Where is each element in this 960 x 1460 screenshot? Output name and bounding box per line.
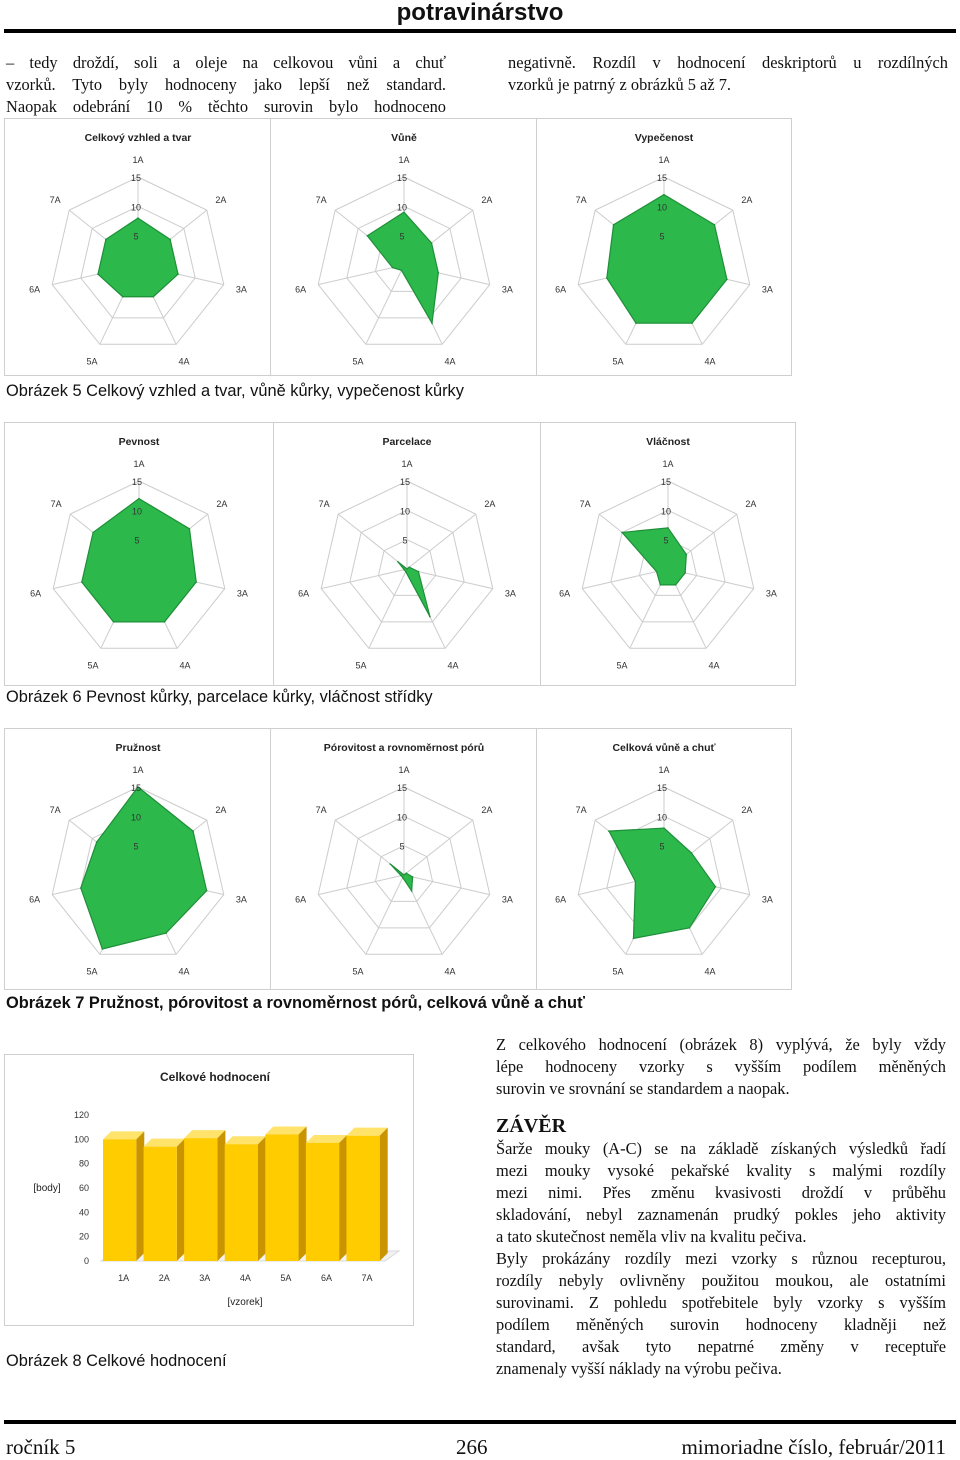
data-point xyxy=(80,887,82,889)
data-point xyxy=(635,322,637,324)
tick-label: 15 xyxy=(396,783,408,793)
axis-label: 6A xyxy=(555,284,567,295)
para1-line-2: lépe hodnoceny vzorky s vyšším podílem měněných xyxy=(496,1057,946,1076)
tick-label: 10 xyxy=(656,202,668,213)
figure-5-caption: Obrázek 5 Celkový vzhled a tvar, vůně kůrky, vypečenost kůrky xyxy=(6,382,464,400)
axis-label: 2A xyxy=(481,804,493,815)
para2-line-1: Šarže mouky (A-C) se na základě získaných výsledků řadí xyxy=(496,1139,946,1158)
para2-line-4: skladování, nebyl zaznamenán prudký pokles jeho aktivity xyxy=(496,1205,946,1224)
data-point xyxy=(165,932,167,934)
tick-label: 15 xyxy=(399,477,411,487)
bar xyxy=(306,1143,339,1261)
data-point xyxy=(403,874,405,876)
para1-line-3: surovin ve srovnání se standardem a naopak. xyxy=(496,1079,790,1098)
data-area xyxy=(82,499,196,622)
data-point xyxy=(412,876,414,878)
y-axis-label: [body] xyxy=(33,1183,61,1194)
tick-label: 10 xyxy=(660,506,672,517)
data-point xyxy=(714,224,716,226)
data-point xyxy=(418,571,420,573)
para2-line-2: mezi mouky vysoké pekařské kvality s malými rozdíly xyxy=(496,1161,946,1180)
tick-label: 15 xyxy=(131,477,143,487)
data-point xyxy=(164,621,166,623)
chart-title: Parcelace xyxy=(382,436,432,448)
data-point xyxy=(389,863,391,865)
para3-line-2: rozdíly nebyly ovlivněny použitou moukou, ale ostatními xyxy=(496,1271,946,1290)
journal-title: potravinárstvo xyxy=(396,0,564,26)
tick-label: 10 xyxy=(399,506,411,517)
radar-chart-vlacnost xyxy=(540,422,796,686)
data-point xyxy=(92,532,94,534)
bar-chart-celkove-hodnoceni xyxy=(4,1054,414,1326)
data-point xyxy=(367,235,369,237)
data-point xyxy=(406,568,408,570)
axis-label: 5A xyxy=(87,660,99,671)
tick-label: 5 xyxy=(663,535,669,546)
bar-side xyxy=(177,1139,185,1261)
data-area xyxy=(367,212,438,323)
axis-label: 5A xyxy=(352,966,364,977)
para3-line-5: standard, avšak tyto nepatrné změny v receptuře xyxy=(496,1337,946,1356)
bar xyxy=(184,1138,217,1261)
data-point xyxy=(405,872,407,874)
intro-left-line-1: – tedy droždí, soli a oleje na celkovou vůni a chuť xyxy=(6,53,446,72)
axis-label: 7A xyxy=(49,194,61,205)
footer-rule xyxy=(4,1420,956,1424)
tick-label: 10 xyxy=(131,506,143,517)
axis-label: 7A xyxy=(50,498,62,509)
data-point xyxy=(438,272,440,274)
data-point xyxy=(392,267,394,269)
axis-label: 2A xyxy=(741,804,753,815)
y-tick-label: 40 xyxy=(78,1207,89,1218)
chart-title: Pružnost xyxy=(115,742,161,754)
radar-chart-celkovy-vzhled xyxy=(4,118,272,376)
axis-label: 6A xyxy=(559,588,571,599)
axis-label: 4A xyxy=(704,966,716,977)
grid-spoke xyxy=(318,875,404,895)
data-point xyxy=(686,554,688,556)
data-point xyxy=(122,296,124,298)
data-point xyxy=(689,927,691,929)
data-point xyxy=(102,948,104,950)
axis-label: 1A xyxy=(132,765,144,775)
data-point xyxy=(667,527,669,529)
data-area xyxy=(98,218,178,297)
tick-label: 10 xyxy=(130,812,142,823)
axis-label: 4A xyxy=(704,356,716,367)
data-point xyxy=(660,584,662,586)
axis-label: 3A xyxy=(235,284,247,295)
axis-label: 6A xyxy=(29,284,41,295)
x-axis-label: [vzorek] xyxy=(227,1297,263,1308)
bar xyxy=(144,1147,177,1261)
intro-right-line-2: vzorků je patrný z obrázků 5 až 7. xyxy=(508,75,732,94)
data-point xyxy=(411,890,413,892)
data-point xyxy=(195,581,197,583)
axis-label: 3A xyxy=(236,588,248,599)
tick-label: 10 xyxy=(396,202,408,213)
tick-label: 5 xyxy=(133,231,139,242)
axis-label: 6A xyxy=(298,588,310,599)
axis-label: 2A xyxy=(215,194,227,205)
axis-label: 1A xyxy=(662,459,674,469)
axis-label: 2A xyxy=(741,194,753,205)
axis-label: 6A xyxy=(555,894,567,905)
data-point xyxy=(397,561,399,563)
axis-label: 1A xyxy=(133,459,145,469)
intro-left-line-3: Naopak odebrání 10 % těchto surovin bylo hodnoceno xyxy=(6,97,446,116)
axis-label: 5A xyxy=(616,660,628,671)
axis-label: 5A xyxy=(355,660,367,671)
axis-label: 3A xyxy=(501,894,513,905)
data-area xyxy=(607,195,727,324)
axis-label: 4A xyxy=(444,966,456,977)
data-point xyxy=(663,827,665,829)
chart-title: Celková vůně a chuť xyxy=(612,742,716,754)
axis-label: 4A xyxy=(444,356,456,367)
axis-label: 5A xyxy=(86,966,98,977)
chart-title: Vypečenost xyxy=(634,132,694,144)
tick-label: 5 xyxy=(402,535,408,546)
radar-chart-parcelace xyxy=(273,422,541,686)
radar-chart-vypecenost xyxy=(536,118,792,376)
axis-label: 3A xyxy=(501,284,513,295)
axis-label: 4A xyxy=(447,660,459,671)
axis-label: 1A xyxy=(401,459,413,469)
axis-label: 2A xyxy=(216,498,228,509)
axis-label: 7A xyxy=(575,194,587,205)
para1-line-1: Z celkového hodnocení (obrázek 8) vyplývá, že byly vždy xyxy=(496,1035,946,1054)
header-rule xyxy=(4,29,956,33)
bar-side xyxy=(339,1135,347,1261)
y-tick-label: 60 xyxy=(78,1183,89,1193)
bar xyxy=(265,1134,298,1261)
footer-issue: mimoriadne číslo, február/2011 xyxy=(681,1435,946,1459)
tick-label: 5 xyxy=(133,841,139,852)
axis-label: 1A xyxy=(658,765,670,775)
data-point xyxy=(401,269,403,271)
data-point xyxy=(400,875,402,877)
tick-label: 10 xyxy=(396,812,408,823)
data-point xyxy=(431,242,433,244)
axis-label: 3A xyxy=(504,588,516,599)
data-point xyxy=(715,886,717,888)
grid-spoke xyxy=(369,569,407,648)
tick-label: 5 xyxy=(399,841,405,852)
x-tick-label: 2A xyxy=(158,1273,170,1283)
axis-label: 6A xyxy=(295,894,307,905)
axis-label: 5A xyxy=(612,966,624,977)
y-tick-label: 20 xyxy=(78,1231,89,1242)
tick-label: 15 xyxy=(656,173,668,183)
bar xyxy=(346,1136,379,1261)
data-point xyxy=(177,273,179,275)
tick-label: 10 xyxy=(656,812,668,823)
data-point xyxy=(635,881,637,883)
tick-label: 15 xyxy=(660,477,672,487)
data-point xyxy=(431,322,433,324)
axis-label: 7A xyxy=(579,498,591,509)
intro-left-column xyxy=(6,52,446,118)
grid-spoke xyxy=(318,265,404,285)
radar-chart-vune xyxy=(270,118,538,376)
data-point xyxy=(113,621,115,623)
data-point xyxy=(633,938,635,940)
intro-right-column xyxy=(508,52,948,96)
data-point xyxy=(152,296,154,298)
intro-right-line-1: negativně. Rozdíl v hodnocení deskriptorů u rozdílných xyxy=(508,53,948,72)
para2-line-5: a tato skutečnost neměla vliv na kvalitu pečiva. xyxy=(496,1227,807,1246)
bar-side xyxy=(217,1130,225,1261)
axis-label: 4A xyxy=(708,660,720,671)
axis-label: 7A xyxy=(315,804,327,815)
data-point xyxy=(608,830,610,832)
axis-label: 4A xyxy=(178,356,190,367)
y-tick-label: 120 xyxy=(73,1110,89,1120)
tick-label: 15 xyxy=(396,173,408,183)
axis-label: 5A xyxy=(352,356,364,367)
bar xyxy=(225,1144,258,1261)
axis-label: 1A xyxy=(398,155,410,165)
para2-line-3: mezi nimi. Přes změnu kvasivosti droždí v průběhu xyxy=(496,1183,946,1202)
data-area xyxy=(622,528,686,585)
data-point xyxy=(403,569,405,571)
axis-label: 6A xyxy=(295,284,307,295)
grid-spoke xyxy=(407,514,476,569)
y-tick-label: 80 xyxy=(78,1158,89,1169)
x-tick-label: 4A xyxy=(239,1273,251,1283)
chart-title: Celkové hodnocení xyxy=(159,1070,271,1084)
data-point xyxy=(613,224,615,226)
data-point xyxy=(169,239,171,241)
chart-title: Pevnost xyxy=(118,436,160,448)
x-tick-label: 5A xyxy=(280,1273,292,1283)
axis-label: 5A xyxy=(612,356,624,367)
tick-label: 5 xyxy=(399,231,405,242)
data-point xyxy=(97,273,99,275)
axis-label: 1A xyxy=(132,155,144,165)
axis-label: 5A xyxy=(86,356,98,367)
axis-label: 7A xyxy=(318,498,330,509)
para3-line-6: znamenaly vyšší náklady na výrobu pečiva. xyxy=(496,1359,782,1378)
axis-label: 6A xyxy=(29,894,41,905)
axis-label: 3A xyxy=(235,894,247,905)
data-point xyxy=(192,830,194,832)
figure-8-caption: Obrázek 8 Celkové hodnocení xyxy=(6,1352,227,1370)
section-heading-zaver: ZÁVĚR xyxy=(496,1115,567,1137)
data-point xyxy=(726,279,728,281)
data-point xyxy=(656,571,658,573)
grid-spoke xyxy=(404,875,490,895)
grid-spoke xyxy=(338,514,407,569)
y-tick-label: 0 xyxy=(83,1256,89,1266)
x-tick-label: 6A xyxy=(320,1273,332,1283)
axis-label: 7A xyxy=(49,804,61,815)
y-tick-label: 100 xyxy=(73,1134,89,1145)
para3-line-4: podílem měněných surovin hodnoceny kladněji než xyxy=(496,1315,946,1334)
data-point xyxy=(137,217,139,219)
axis-label: 1A xyxy=(658,155,670,165)
axis-label: 2A xyxy=(484,498,496,509)
axis-label: 6A xyxy=(30,588,42,599)
data-point xyxy=(606,277,608,279)
data-point xyxy=(96,841,98,843)
data-point xyxy=(663,194,665,196)
axis-label: 7A xyxy=(315,194,327,205)
right-column xyxy=(496,1034,946,1380)
x-tick-label: 7A xyxy=(361,1273,373,1283)
grid-spoke xyxy=(582,569,668,589)
data-point xyxy=(138,498,140,500)
chart-title: Celkový vzhled a tvar xyxy=(84,132,192,144)
axis-label: 3A xyxy=(761,894,773,905)
radar-chart-pruznost xyxy=(4,728,272,990)
axis-label: 4A xyxy=(178,966,190,977)
tick-label: 5 xyxy=(134,535,140,546)
data-point xyxy=(684,572,686,574)
bar-side xyxy=(136,1131,144,1261)
figure-6-caption: Obrázek 6 Pevnost kůrky, parcelace kůrky, vláčnost střídky xyxy=(6,688,433,706)
footer-volume: ročník 5 xyxy=(6,1435,76,1459)
data-point xyxy=(402,877,404,879)
axis-label: 4A xyxy=(179,660,191,671)
tick-label: 15 xyxy=(130,783,142,793)
radar-chart-pevnost xyxy=(4,422,274,686)
footer-page-number: 266 xyxy=(456,1435,488,1459)
data-point xyxy=(405,571,407,573)
data-point xyxy=(691,852,693,854)
figure-7-caption: Obrázek 7 Pružnost, pórovitost a rovnoměrnost pórů, celková vůně a chuť xyxy=(6,994,585,1012)
axis-label: 2A xyxy=(481,194,493,205)
axis-label: 3A xyxy=(765,588,777,599)
axis-label: 1A xyxy=(398,765,410,775)
data-point xyxy=(81,581,83,583)
data-point xyxy=(408,566,410,568)
axis-label: 2A xyxy=(215,804,227,815)
radar-chart-porovitost xyxy=(270,728,538,990)
tick-label: 10 xyxy=(130,202,142,213)
bar-side xyxy=(380,1128,388,1261)
data-point xyxy=(675,584,677,586)
axis-label: 2A xyxy=(745,498,757,509)
tick-label: 5 xyxy=(659,231,665,242)
tick-label: 15 xyxy=(656,783,668,793)
data-point xyxy=(206,890,208,892)
data-point xyxy=(691,322,693,324)
radar-chart-celkova-vune-chut xyxy=(536,728,792,990)
para3-line-3: surovinami. Z pohledu spotřebitele byly vzorky s vyšším xyxy=(496,1293,946,1312)
bar-side xyxy=(299,1126,307,1261)
grid-spoke xyxy=(404,820,473,875)
chart-title: Vůně xyxy=(391,132,417,144)
chart-title: Vláčnost xyxy=(646,436,690,448)
data-point xyxy=(105,239,107,241)
grid-spoke xyxy=(366,875,404,954)
data-point xyxy=(189,528,191,530)
intro-left-line-2: vzorků. Tyto byly hodnoceny jako lepší než standard. xyxy=(6,75,446,94)
bar-side xyxy=(258,1136,266,1261)
tick-label: 5 xyxy=(659,841,665,852)
chart-title: Pórovitost a rovnoměrnost pórů xyxy=(323,742,485,754)
data-point xyxy=(621,532,623,534)
grid-spoke xyxy=(321,569,407,589)
axis-label: 3A xyxy=(761,284,773,295)
bar xyxy=(103,1139,136,1261)
para3-line-1: Byly prokázány rozdíly mezi vzorky s různou recepturou, xyxy=(496,1249,946,1268)
grid-spoke xyxy=(366,265,404,344)
x-tick-label: 1A xyxy=(118,1273,130,1283)
tick-label: 15 xyxy=(130,173,142,183)
data-point xyxy=(429,616,431,618)
axis-label: 7A xyxy=(575,804,587,815)
x-tick-label: 3A xyxy=(199,1273,211,1283)
